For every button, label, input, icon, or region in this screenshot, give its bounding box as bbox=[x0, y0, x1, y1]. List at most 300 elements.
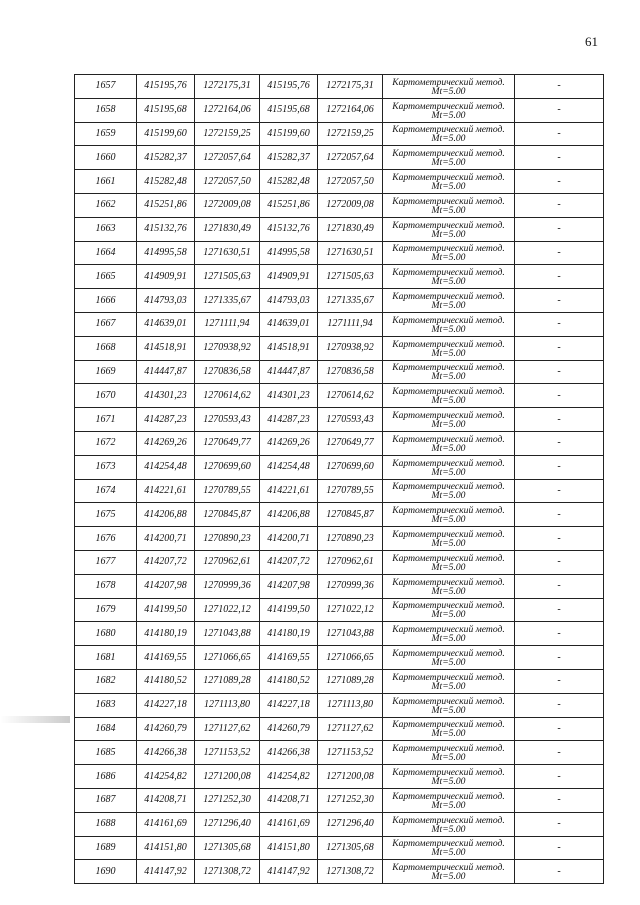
table-row bbox=[75, 503, 604, 527]
scan-artifact bbox=[0, 716, 70, 723]
point-number-cell: 1677 bbox=[75, 550, 137, 574]
method-text: Картометрический метод. bbox=[392, 552, 505, 564]
accuracy-text: Mt=5.00 bbox=[431, 276, 466, 288]
accuracy-text: Mt=5.00 bbox=[431, 85, 466, 97]
y-coordinate-cell: 1271830,49 bbox=[195, 217, 260, 241]
y-coordinate-new-cell: 1271252,30 bbox=[318, 788, 383, 812]
method-text: Картометрический метод. bbox=[392, 243, 505, 255]
table-row bbox=[75, 431, 604, 455]
accuracy-text: Mt=5.00 bbox=[431, 728, 466, 740]
y-coordinate-new-cell: 1270999,36 bbox=[318, 574, 383, 598]
table-row bbox=[75, 646, 604, 670]
y-coordinate-cell: 1270938,92 bbox=[195, 336, 260, 360]
x-coordinate-cell: 415282,48 bbox=[137, 170, 195, 194]
x-coordinate-new-cell: 415199,60 bbox=[260, 122, 318, 146]
y-coordinate-cell: 1270962,61 bbox=[195, 550, 260, 574]
point-number-cell: 1675 bbox=[75, 503, 137, 527]
method-cell bbox=[383, 384, 515, 408]
method-cell bbox=[383, 669, 515, 693]
y-coordinate-cell: 1272009,08 bbox=[195, 193, 260, 217]
accuracy-text: Mt=5.00 bbox=[431, 228, 466, 240]
method-cell bbox=[383, 455, 515, 479]
point-number-cell: 1670 bbox=[75, 384, 137, 408]
x-coordinate-cell: 414206,88 bbox=[137, 503, 195, 527]
point-number-cell: 1680 bbox=[75, 622, 137, 646]
y-coordinate-new-cell: 1271830,49 bbox=[318, 217, 383, 241]
method-cell bbox=[383, 574, 515, 598]
description-cell: - bbox=[515, 336, 604, 360]
y-coordinate-cell: 1271022,12 bbox=[195, 598, 260, 622]
y-coordinate-new-cell: 1270938,92 bbox=[318, 336, 383, 360]
y-coordinate-cell: 1271505,63 bbox=[195, 265, 260, 289]
x-coordinate-new-cell: 415132,76 bbox=[260, 217, 318, 241]
description-cell: - bbox=[515, 241, 604, 265]
table-row bbox=[75, 479, 604, 503]
method-cell bbox=[383, 479, 515, 503]
description-cell: - bbox=[515, 646, 604, 670]
y-coordinate-cell: 1271630,51 bbox=[195, 241, 260, 265]
x-coordinate-new-cell: 414995,58 bbox=[260, 241, 318, 265]
x-coordinate-cell: 414301,23 bbox=[137, 384, 195, 408]
description-cell: - bbox=[515, 527, 604, 551]
y-coordinate-cell: 1270999,36 bbox=[195, 574, 260, 598]
y-coordinate-new-cell: 1271066,65 bbox=[318, 646, 383, 670]
method-text: Картометрический метод. bbox=[392, 814, 505, 826]
y-coordinate-new-cell: 1270789,55 bbox=[318, 479, 383, 503]
accuracy-text: Mt=5.00 bbox=[431, 133, 466, 145]
description-cell: - bbox=[515, 741, 604, 765]
method-cell bbox=[383, 360, 515, 384]
method-text: Картометрический метод. bbox=[392, 457, 505, 469]
method-cell bbox=[383, 431, 515, 455]
y-coordinate-cell: 1271335,67 bbox=[195, 289, 260, 313]
x-coordinate-cell: 414200,71 bbox=[137, 527, 195, 551]
y-coordinate-cell: 1271113,80 bbox=[195, 693, 260, 717]
description-cell: - bbox=[515, 598, 604, 622]
point-number-cell: 1663 bbox=[75, 217, 137, 241]
method-cell bbox=[383, 812, 515, 836]
description-cell: - bbox=[515, 193, 604, 217]
x-coordinate-new-cell: 414254,48 bbox=[260, 455, 318, 479]
table-row bbox=[75, 836, 604, 860]
y-coordinate-cell: 1271252,30 bbox=[195, 788, 260, 812]
x-coordinate-new-cell: 414161,69 bbox=[260, 812, 318, 836]
x-coordinate-cell: 414269,26 bbox=[137, 431, 195, 455]
table-row bbox=[75, 408, 604, 432]
method-text: Картометрический метод. bbox=[392, 386, 505, 398]
accuracy-text: Mt=5.00 bbox=[431, 704, 466, 716]
accuracy-text: Mt=5.00 bbox=[431, 752, 466, 764]
y-coordinate-new-cell: 1271296,40 bbox=[318, 812, 383, 836]
y-coordinate-new-cell: 1271127,62 bbox=[318, 717, 383, 741]
x-coordinate-cell: 414909,91 bbox=[137, 265, 195, 289]
y-coordinate-new-cell: 1271022,12 bbox=[318, 598, 383, 622]
point-number-cell: 1676 bbox=[75, 527, 137, 551]
y-coordinate-cell: 1271111,94 bbox=[195, 312, 260, 336]
x-coordinate-cell: 414260,79 bbox=[137, 717, 195, 741]
description-cell: - bbox=[515, 75, 604, 99]
description-cell: - bbox=[515, 289, 604, 313]
x-coordinate-cell: 414266,38 bbox=[137, 741, 195, 765]
accuracy-text: Mt=5.00 bbox=[431, 561, 466, 573]
table-row bbox=[75, 360, 604, 384]
method-text: Картометрический метод. bbox=[392, 790, 505, 802]
x-coordinate-new-cell: 414518,91 bbox=[260, 336, 318, 360]
method-text: Картометрический метод. bbox=[392, 767, 505, 778]
description-cell: - bbox=[515, 765, 604, 789]
description-cell: - bbox=[515, 408, 604, 432]
table-row bbox=[75, 336, 604, 360]
y-coordinate-cell: 1270699,60 bbox=[195, 455, 260, 479]
x-coordinate-new-cell: 414207,98 bbox=[260, 574, 318, 598]
x-coordinate-cell: 414447,87 bbox=[137, 360, 195, 384]
y-coordinate-cell: 1270845,87 bbox=[195, 503, 260, 527]
point-number-cell: 1667 bbox=[75, 312, 137, 336]
point-number-cell: 1679 bbox=[75, 598, 137, 622]
y-coordinate-cell: 1272159,25 bbox=[195, 122, 260, 146]
x-coordinate-cell: 414169,55 bbox=[137, 646, 195, 670]
description-cell: - bbox=[515, 98, 604, 122]
method-text: Картометрический метод. bbox=[392, 195, 505, 207]
accuracy-text: Mt=5.00 bbox=[431, 395, 466, 407]
y-coordinate-cell: 1272175,31 bbox=[195, 75, 260, 99]
method-text: Картометрический метод. bbox=[392, 410, 505, 422]
accuracy-text: Mt=5.00 bbox=[431, 157, 466, 169]
point-number-cell: 1668 bbox=[75, 336, 137, 360]
method-cell bbox=[383, 193, 515, 217]
y-coordinate-cell: 1272057,50 bbox=[195, 170, 260, 194]
x-coordinate-new-cell: 415282,37 bbox=[260, 146, 318, 170]
table-row bbox=[75, 527, 604, 551]
description-cell: - bbox=[515, 717, 604, 741]
method-text: Картометрический метод. bbox=[392, 172, 505, 184]
x-coordinate-new-cell: 415282,48 bbox=[260, 170, 318, 194]
point-number-cell: 1689 bbox=[75, 836, 137, 860]
y-coordinate-new-cell: 1270836,58 bbox=[318, 360, 383, 384]
point-number-cell: 1682 bbox=[75, 669, 137, 693]
description-cell: - bbox=[515, 860, 604, 884]
x-coordinate-new-cell: 414206,88 bbox=[260, 503, 318, 527]
table-row bbox=[75, 622, 604, 646]
method-text: Картометрический метод. bbox=[392, 576, 505, 588]
table-row bbox=[75, 312, 604, 336]
method-text: Картометрический метод. bbox=[392, 148, 505, 160]
table-row bbox=[75, 717, 604, 741]
point-number-cell: 1661 bbox=[75, 170, 137, 194]
method-text: Картометрический метод. bbox=[392, 838, 505, 850]
accuracy-text: Mt=5.00 bbox=[431, 204, 466, 216]
table-row bbox=[75, 75, 604, 99]
y-coordinate-new-cell: 1272175,31 bbox=[318, 75, 383, 99]
x-coordinate-new-cell: 414207,72 bbox=[260, 550, 318, 574]
method-text: Картометрический метод. bbox=[392, 100, 505, 112]
method-cell bbox=[383, 241, 515, 265]
x-coordinate-new-cell: 415251,86 bbox=[260, 193, 318, 217]
y-coordinate-cell: 1271153,52 bbox=[195, 741, 260, 765]
method-cell bbox=[383, 836, 515, 860]
y-coordinate-new-cell: 1271043,88 bbox=[318, 622, 383, 646]
accuracy-text: Mt=5.00 bbox=[431, 181, 466, 193]
y-coordinate-cell: 1271305,68 bbox=[195, 836, 260, 860]
x-coordinate-new-cell: 414269,26 bbox=[260, 431, 318, 455]
accuracy-text: Mt=5.00 bbox=[431, 466, 466, 478]
description-cell: - bbox=[515, 669, 604, 693]
method-cell bbox=[383, 717, 515, 741]
table-row bbox=[75, 265, 604, 289]
accuracy-text: Mt=5.00 bbox=[431, 109, 466, 121]
description-cell: - bbox=[515, 146, 604, 170]
y-coordinate-new-cell: 1271505,63 bbox=[318, 265, 383, 289]
method-cell bbox=[383, 122, 515, 146]
accuracy-text: Mt=5.00 bbox=[431, 776, 466, 787]
method-text: Картометрический метод. bbox=[392, 505, 505, 517]
y-coordinate-new-cell: 1271305,68 bbox=[318, 836, 383, 860]
point-number-cell: 1674 bbox=[75, 479, 137, 503]
description-cell: - bbox=[515, 812, 604, 836]
method-cell bbox=[383, 289, 515, 313]
accuracy-text: Mt=5.00 bbox=[431, 490, 466, 502]
description-cell: - bbox=[515, 622, 604, 646]
point-number-cell: 1659 bbox=[75, 122, 137, 146]
method-text: Картометрический метод. bbox=[392, 267, 505, 279]
x-coordinate-cell: 414207,72 bbox=[137, 550, 195, 574]
x-coordinate-new-cell: 414180,52 bbox=[260, 669, 318, 693]
description-cell: - bbox=[515, 455, 604, 479]
y-coordinate-cell: 1271296,40 bbox=[195, 812, 260, 836]
point-number-cell: 1684 bbox=[75, 717, 137, 741]
y-coordinate-cell: 1271308,72 bbox=[195, 860, 260, 884]
x-coordinate-new-cell: 415195,76 bbox=[260, 75, 318, 99]
table-row bbox=[75, 289, 604, 313]
x-coordinate-cell: 414151,80 bbox=[137, 836, 195, 860]
method-text: Картометрический метод. bbox=[392, 719, 505, 731]
accuracy-text: Mt=5.00 bbox=[431, 609, 466, 621]
description-cell: - bbox=[515, 574, 604, 598]
accuracy-text: Mt=5.00 bbox=[431, 633, 466, 645]
method-text: Картометрический метод. bbox=[392, 529, 505, 541]
x-coordinate-cell: 414254,82 bbox=[137, 765, 195, 789]
y-coordinate-cell: 1271127,62 bbox=[195, 717, 260, 741]
point-number-cell: 1665 bbox=[75, 265, 137, 289]
y-coordinate-cell: 1270649,77 bbox=[195, 431, 260, 455]
description-cell: - bbox=[515, 122, 604, 146]
description-cell: - bbox=[515, 360, 604, 384]
description-cell: - bbox=[515, 384, 604, 408]
method-text: Картометрический метод. bbox=[392, 291, 505, 303]
method-cell bbox=[383, 788, 515, 812]
method-cell bbox=[383, 217, 515, 241]
x-coordinate-new-cell: 414287,23 bbox=[260, 408, 318, 432]
y-coordinate-new-cell: 1270699,60 bbox=[318, 455, 383, 479]
accuracy-text: Mt=5.00 bbox=[431, 442, 466, 454]
method-cell bbox=[383, 336, 515, 360]
point-number-cell: 1660 bbox=[75, 146, 137, 170]
method-cell bbox=[383, 527, 515, 551]
y-coordinate-cell: 1272164,06 bbox=[195, 98, 260, 122]
point-number-cell: 1658 bbox=[75, 98, 137, 122]
method-text: Картометрический метод. bbox=[392, 362, 505, 374]
page-number: 61 bbox=[585, 34, 598, 49]
accuracy-text: Mt=5.00 bbox=[431, 847, 466, 859]
accuracy-text: Mt=5.00 bbox=[431, 823, 466, 835]
method-text: Картометрический метод. bbox=[392, 648, 505, 660]
accuracy-text: Mt=5.00 bbox=[431, 680, 466, 692]
x-coordinate-cell: 414207,98 bbox=[137, 574, 195, 598]
y-coordinate-cell: 1270789,55 bbox=[195, 479, 260, 503]
y-coordinate-new-cell: 1270890,23 bbox=[318, 527, 383, 551]
accuracy-text: Mt=5.00 bbox=[431, 657, 466, 669]
y-coordinate-new-cell: 1271089,28 bbox=[318, 669, 383, 693]
y-coordinate-new-cell: 1271113,80 bbox=[318, 693, 383, 717]
method-cell bbox=[383, 503, 515, 527]
accuracy-text: Mt=5.00 bbox=[431, 300, 466, 312]
x-coordinate-cell: 414995,58 bbox=[137, 241, 195, 265]
method-cell bbox=[383, 598, 515, 622]
method-text: Картометрический метод. bbox=[392, 338, 505, 350]
x-coordinate-new-cell: 414254,82 bbox=[260, 765, 318, 789]
x-coordinate-new-cell: 414227,18 bbox=[260, 693, 318, 717]
y-coordinate-new-cell: 1271630,51 bbox=[318, 241, 383, 265]
y-coordinate-new-cell: 1270593,43 bbox=[318, 408, 383, 432]
x-coordinate-new-cell: 414221,61 bbox=[260, 479, 318, 503]
method-cell bbox=[383, 146, 515, 170]
point-number-cell: 1685 bbox=[75, 741, 137, 765]
method-text: Картометрический метод. bbox=[392, 671, 505, 683]
point-number-cell: 1687 bbox=[75, 788, 137, 812]
accuracy-text: Mt=5.00 bbox=[431, 538, 466, 550]
x-coordinate-cell: 414227,18 bbox=[137, 693, 195, 717]
table-row bbox=[75, 384, 604, 408]
accuracy-text: Mt=5.00 bbox=[431, 514, 466, 526]
y-coordinate-new-cell: 1272159,25 bbox=[318, 122, 383, 146]
y-coordinate-cell: 1270890,23 bbox=[195, 527, 260, 551]
y-coordinate-cell: 1270836,58 bbox=[195, 360, 260, 384]
description-cell: - bbox=[515, 312, 604, 336]
x-coordinate-cell: 414287,23 bbox=[137, 408, 195, 432]
description-cell: - bbox=[515, 693, 604, 717]
point-number-cell: 1664 bbox=[75, 241, 137, 265]
method-cell bbox=[383, 550, 515, 574]
method-text: Картометрический метод. bbox=[392, 600, 505, 612]
y-coordinate-new-cell: 1272057,64 bbox=[318, 146, 383, 170]
point-number-cell: 1671 bbox=[75, 408, 137, 432]
accuracy-text: Mt=5.00 bbox=[431, 371, 466, 383]
table-row bbox=[75, 812, 604, 836]
y-coordinate-new-cell: 1271153,52 bbox=[318, 741, 383, 765]
accuracy-text: Mt=5.00 bbox=[431, 252, 466, 264]
table-row bbox=[75, 598, 604, 622]
table-row bbox=[75, 741, 604, 765]
x-coordinate-new-cell: 414639,01 bbox=[260, 312, 318, 336]
method-cell bbox=[383, 646, 515, 670]
y-coordinate-new-cell: 1271200,08 bbox=[318, 765, 383, 789]
point-number-cell: 1657 bbox=[75, 75, 137, 99]
method-text: Картометрический метод. bbox=[392, 624, 505, 636]
x-coordinate-cell: 414221,61 bbox=[137, 479, 195, 503]
method-cell bbox=[383, 170, 515, 194]
accuracy-text: Mt=5.00 bbox=[431, 419, 466, 431]
x-coordinate-new-cell: 415195,68 bbox=[260, 98, 318, 122]
description-cell: - bbox=[515, 431, 604, 455]
description-cell: - bbox=[515, 503, 604, 527]
x-coordinate-cell: 414180,52 bbox=[137, 669, 195, 693]
accuracy-text: Mt=5.00 bbox=[431, 347, 466, 359]
x-coordinate-cell: 414639,01 bbox=[137, 312, 195, 336]
x-coordinate-new-cell: 414266,38 bbox=[260, 741, 318, 765]
table-row bbox=[75, 788, 604, 812]
y-coordinate-new-cell: 1270649,77 bbox=[318, 431, 383, 455]
table-row bbox=[75, 98, 604, 122]
method-cell bbox=[383, 75, 515, 99]
y-coordinate-cell: 1271043,88 bbox=[195, 622, 260, 646]
y-coordinate-new-cell: 1272009,08 bbox=[318, 193, 383, 217]
x-coordinate-cell: 414180,19 bbox=[137, 622, 195, 646]
table-row bbox=[75, 574, 604, 598]
y-coordinate-cell: 1271089,28 bbox=[195, 669, 260, 693]
x-coordinate-new-cell: 414793,03 bbox=[260, 289, 318, 313]
x-coordinate-new-cell: 414169,55 bbox=[260, 646, 318, 670]
point-number-cell: 1686 bbox=[75, 765, 137, 789]
x-coordinate-new-cell: 414909,91 bbox=[260, 265, 318, 289]
table-row bbox=[75, 669, 604, 693]
point-number-cell: 1681 bbox=[75, 646, 137, 670]
description-cell: - bbox=[515, 170, 604, 194]
y-coordinate-cell: 1272057,64 bbox=[195, 146, 260, 170]
method-text: Картометрический метод. bbox=[392, 433, 505, 445]
y-coordinate-new-cell: 1271111,94 bbox=[318, 312, 383, 336]
table-row bbox=[75, 693, 604, 717]
x-coordinate-cell: 414147,92 bbox=[137, 860, 195, 884]
table-row bbox=[75, 765, 604, 789]
method-cell bbox=[383, 622, 515, 646]
x-coordinate-cell: 415199,60 bbox=[137, 122, 195, 146]
accuracy-text: Mt=5.00 bbox=[431, 585, 466, 597]
table-row bbox=[75, 241, 604, 265]
x-coordinate-new-cell: 414208,71 bbox=[260, 788, 318, 812]
x-coordinate-cell: 414254,48 bbox=[137, 455, 195, 479]
method-text: Картометрический метод. bbox=[392, 481, 505, 493]
x-coordinate-new-cell: 414301,23 bbox=[260, 384, 318, 408]
description-cell: - bbox=[515, 836, 604, 860]
description-cell: - bbox=[515, 217, 604, 241]
x-coordinate-cell: 415132,76 bbox=[137, 217, 195, 241]
x-coordinate-cell: 415195,76 bbox=[137, 75, 195, 99]
x-coordinate-cell: 414518,91 bbox=[137, 336, 195, 360]
x-coordinate-new-cell: 414147,92 bbox=[260, 860, 318, 884]
y-coordinate-new-cell: 1270962,61 bbox=[318, 550, 383, 574]
y-coordinate-new-cell: 1271335,67 bbox=[318, 289, 383, 313]
method-cell bbox=[383, 765, 515, 789]
y-coordinate-cell: 1270593,43 bbox=[195, 408, 260, 432]
point-number-cell: 1666 bbox=[75, 289, 137, 313]
method-cell bbox=[383, 693, 515, 717]
y-coordinate-new-cell: 1271308,72 bbox=[318, 860, 383, 884]
x-coordinate-cell: 415195,68 bbox=[137, 98, 195, 122]
table-row bbox=[75, 217, 604, 241]
x-coordinate-cell: 414793,03 bbox=[137, 289, 195, 313]
accuracy-text: Mt=5.00 bbox=[431, 323, 466, 335]
x-coordinate-cell: 414199,50 bbox=[137, 598, 195, 622]
point-number-cell: 1662 bbox=[75, 193, 137, 217]
point-number-cell: 1669 bbox=[75, 360, 137, 384]
x-coordinate-new-cell: 414180,19 bbox=[260, 622, 318, 646]
description-cell: - bbox=[515, 788, 604, 812]
description-cell: - bbox=[515, 479, 604, 503]
method-cell bbox=[383, 98, 515, 122]
method-text: Картометрический метод. bbox=[392, 76, 505, 88]
method-cell bbox=[383, 265, 515, 289]
y-coordinate-new-cell: 1272057,50 bbox=[318, 170, 383, 194]
